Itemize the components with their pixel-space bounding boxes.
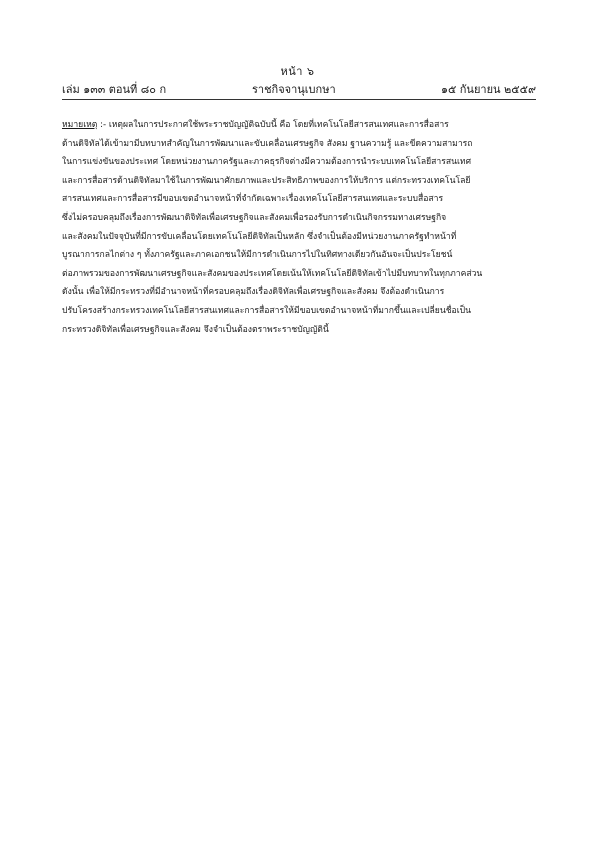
remark-line: ปรับโครงสร้างกระทรวงเทคโนโลยีสารสนเทศและการสื่อสารให้มีขอบเขตอำนาจหน้าที่มากขึ้นและเปลี่ยนชื่อเป็น <box>62 305 471 316</box>
remark-line: และการสื่อสารด้านดิจิทัลมาใช้ในการพัฒนาศักยภาพและประสิทธิภาพของการให้บริการ แต่กระทรวงเทคโนโลยี <box>62 175 471 186</box>
remark-line-1-text: :- เหตุผลในการประกาศใช้พระราชบัญญัติฉบับนี้ คือ โดยที่เทคโนโลยีสารสนเทศและการสื่อสาร <box>97 120 449 130</box>
remark-line: สารสนเทศและการสื่อสารมีขอบเขตอำนาจหน้าที่จำกัดเฉพาะเรื่องเทคโนโลยีสารสนเทศและระบบสื่อสาร <box>62 194 444 205</box>
remark-line: ด้านดิจิทัลได้เข้ามามีบทบาทสำคัญในการพัฒนาและขับเคลื่อนเศรษฐกิจ สังคม ฐานความรู้ และขีดความสามารถ <box>62 138 473 149</box>
publication-title: ราชกิจจานุเบกษา <box>252 83 336 96</box>
remark-line: กระทรวงดิจิทัลเพื่อเศรษฐกิจและสังคม จึงจำเป็นต้องตราพระราชบัญญัตินี้ <box>62 324 329 335</box>
remark-line: บูรณาการกลไกต่าง ๆ ทั้งภาครัฐและภาคเอกชนให้มีการดำเนินการไปในทิศทางเดียวกันอันจะเป็นประโยชน์ <box>62 250 453 261</box>
volume-issue: เล่ม ๑๓๓ ตอนที่ ๘๐ ก <box>62 83 167 96</box>
remark-line: ซึ่งไม่ครอบคลุมถึงเรื่องการพัฒนาดิจิทัลเพื่อเศรษฐกิจและสังคมเพื่อรองรับการดำเนินกิจกรรมทางเศรษฐกิจ <box>62 212 447 223</box>
remark-paragraph <box>62 116 536 339</box>
remark-line-1 <box>62 116 536 135</box>
page-number: หน้า ๖ <box>280 65 315 78</box>
remark-line: ต่อภาพรวมของการพัฒนาเศรษฐกิจและสังคมของประเทศโดยเน้นให้เทคโนโลยีดิจิทัลเข้าไปมีบทบาทในทุกภาคส่วน <box>62 268 483 279</box>
remark-label: หมายเหตุ <box>62 120 98 130</box>
header-divider <box>62 99 536 100</box>
publication-date: ๑๕ กันยายน ๒๕๕๙ <box>440 83 536 96</box>
remark-line: ในการแข่งขันของประเทศ โดยหน่วยงานภาครัฐและภาคธุรกิจต่างมีความต้องการนำระบบเทคโนโลยีสารสนเทศ <box>62 157 472 168</box>
remark-line: และสังคมในปัจจุบันที่มีการขับเคลื่อนโดยเทคโนโลยีดิจิทัลเป็นหลัก ซึ่งจำเป็นต้องมีหน่วยงานภาครัฐทำหน้าที่ <box>62 231 457 242</box>
remark-line: ดังนั้น เพื่อให้มีกระทรวงที่มีอำนาจหน้าที่ครอบคลุมถึงเรื่องดิจิทัลเพื่อเศรษฐกิจและสังคม จึงต้องดำเนินการ <box>62 287 445 298</box>
gazette-header <box>62 80 536 96</box>
